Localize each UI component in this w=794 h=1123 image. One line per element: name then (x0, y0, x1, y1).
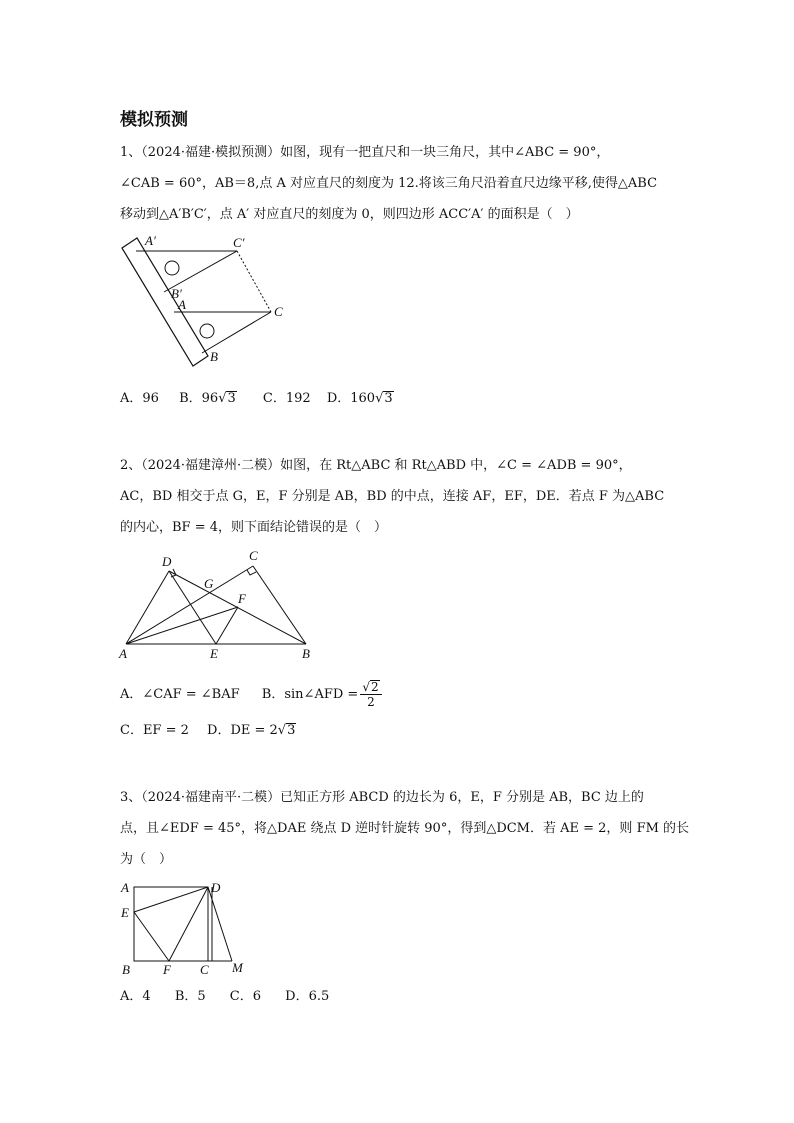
q1-line-3: 移动到△A′B′C′，点 A′ 对应直尺的刻度为 0，则四边形 ACC′A′ 的面积是（ ） (120, 207, 579, 222)
q2-triangles-figure (116, 546, 322, 666)
label-F: F (163, 962, 171, 977)
q2-options-row-1 (120, 680, 382, 709)
label-A: A (119, 646, 127, 661)
segment-a-d (126, 571, 169, 644)
label-E: E (121, 905, 129, 920)
q1-options (120, 389, 394, 409)
label-Cp: C′ (233, 235, 245, 250)
label-D: D (211, 880, 221, 895)
q3-square-figure (116, 876, 256, 980)
label-A: A (121, 880, 129, 895)
label-M: M (232, 960, 243, 975)
segment-a-f (126, 607, 238, 644)
q1-line-1: 1、（2024·福建·模拟预测）如图，现有一把直尺和一块三角尺，其中∠ABC = 90°， (120, 145, 610, 160)
q3-option-a: A．4 (120, 989, 151, 1004)
q2-option-b: B．sin∠AFD = $\frac{√2}{2}$ (262, 687, 382, 702)
label-F: F (238, 591, 246, 606)
label-C: C (249, 548, 258, 563)
label-C: C (200, 962, 209, 977)
label-E: E (210, 646, 218, 661)
q3-line-2: 点，且∠EDF = 45°，将△DAE 绕点 D 逆时针旋转 90°，得到△DCM．若 AE = 2，则 FM 的长 (120, 821, 690, 836)
label-Ap: A′ (145, 233, 156, 248)
segment-e-f (134, 912, 169, 961)
q3-line-1: 3、（2024·福建南平·二模）已知正方形 ABCD 的边长为 6，E，F 分别是 AB，BC 边上的 (120, 790, 644, 805)
label-C: C (274, 304, 283, 319)
label-A: A (178, 297, 186, 312)
right-angle-mark-c (247, 570, 256, 575)
q2-line-2: AC，BD 相交于点 G，E，F 分别是 AB，BD 的中点，连接 AF，EF，DE．若点 F 为△ABC (120, 489, 665, 504)
label-B: B (210, 349, 218, 364)
q2-options-row-2 (120, 721, 296, 741)
q1-option-a: A．96 (120, 391, 159, 406)
segment-e-f (216, 607, 238, 644)
label-B: B (122, 962, 130, 977)
section-title: 模拟预测 (120, 110, 188, 130)
segment-c-b (253, 566, 306, 644)
ruler-shape (122, 238, 208, 366)
q2-option-a: A．∠CAF = ∠BAF (120, 687, 240, 702)
q3-option-b: B．5 (174, 989, 206, 1004)
label-Bp: B′ (171, 286, 182, 301)
q2-option-c: C．EF = 2 (120, 723, 189, 738)
segment-c-b (202, 312, 271, 353)
q2-option-d: D．DE = 2√3 (207, 723, 296, 738)
q3-options (120, 987, 329, 1007)
segment-cp-c-dashed (237, 251, 271, 312)
square-abcd (134, 887, 208, 961)
label-B: B (302, 646, 310, 661)
q1-ruler-triangle-figure (118, 230, 293, 375)
triangle-hole-bottom (200, 324, 214, 338)
q3-option-c: C．6 (229, 989, 261, 1004)
q3-line-3: 为（ ） (120, 852, 173, 867)
label-D: D (162, 554, 172, 569)
q1-option-b: B．96√3 (179, 391, 236, 406)
q1-line-2: ∠CAB = 60°，AB＝8,点 A 对应直尺的刻度为 12.将该三角尺沿着直尺边缘平移,使得△ABC (120, 176, 658, 191)
q2-line-3: 的内心，BF = 4，则下面结论错误的是（ ） (120, 520, 388, 535)
segment-a-c (126, 566, 253, 644)
q3-option-d: D．6.5 (285, 989, 330, 1004)
label-G: G (204, 576, 214, 591)
triangle-hole-top (165, 261, 179, 275)
q1-option-d: D．160√3 (326, 391, 393, 406)
q2-line-1: 2、（2024·福建漳州·二模）如图，在 Rt△ABC 和 Rt△ABD 中，∠C = ∠ADB = 90°， (120, 458, 632, 473)
q1-option-c: C．192 (262, 391, 311, 406)
